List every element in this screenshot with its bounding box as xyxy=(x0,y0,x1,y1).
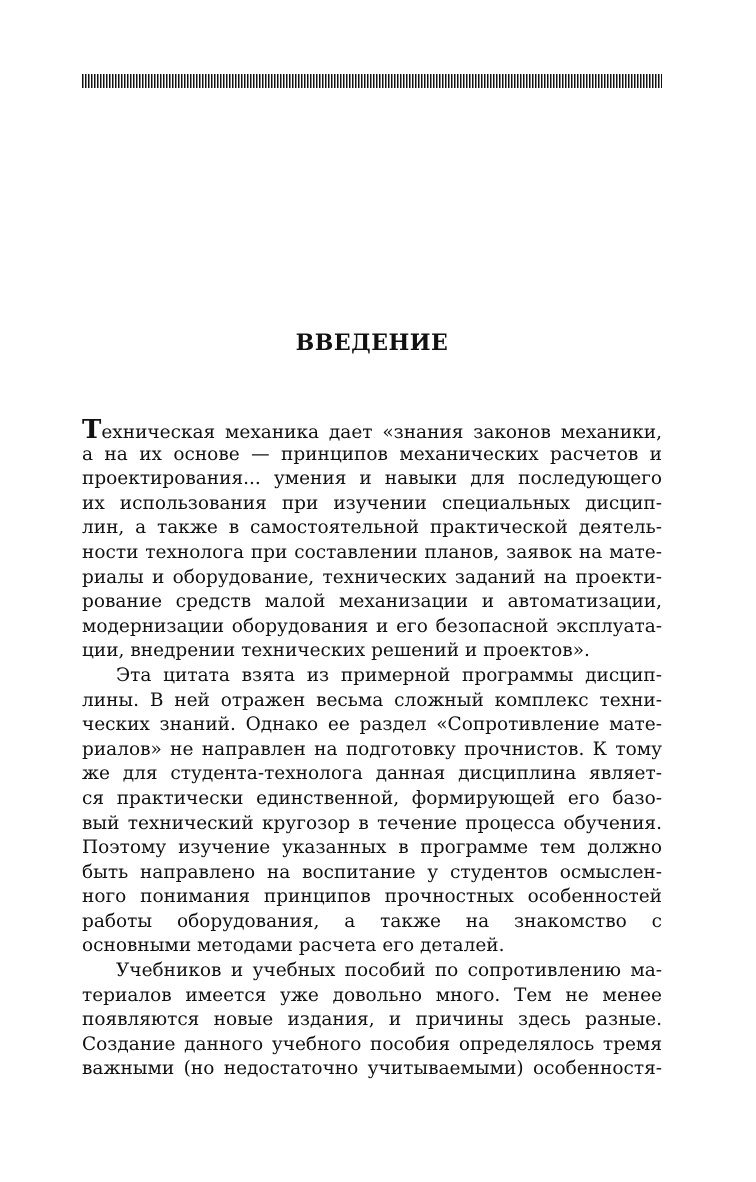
text-line: Эта цитата взята из примерной программы дисцип- xyxy=(116,664,662,686)
text-line: Создание данного учебного пособия определялось тремя xyxy=(82,1033,662,1055)
text-line: рование средств малой механизации и автоматизации, xyxy=(82,591,662,613)
text-line: ности технолога при составлении планов, заявок на мате- xyxy=(82,541,662,563)
text-line: работы оборудования, а также на знакомство с xyxy=(82,910,662,932)
text-line: ции, внедрении технических решений и проектов». xyxy=(82,640,590,662)
text-line: ся практически единственной, формирующей его базо- xyxy=(82,787,662,809)
text-line: а на их основе — принципов механических расчетов и xyxy=(82,443,662,465)
text-line: Поэтому изучение указанных в программе тем должно xyxy=(82,837,662,859)
text-line: же для студента-технолога данная дисциплина являет- xyxy=(82,763,662,785)
header-rule xyxy=(82,74,662,88)
text-line: быть направлено на воспитание у студентов осмыслен- xyxy=(82,861,662,883)
body-text xyxy=(82,415,662,1082)
chapter-title: ВВЕДЕНИЕ xyxy=(295,330,449,356)
text-line: важными (но недостаточно учитываемыми) особенностя- xyxy=(82,1058,662,1080)
text-line: ческих знаний. Однако ее раздел «Сопротивление мате- xyxy=(82,714,662,736)
drop-cap: Т xyxy=(82,415,102,445)
text-line: модернизации оборудования и его безопасной эксплуата- xyxy=(82,615,662,637)
text-line: териалов имеется уже довольно много. Тем не менее xyxy=(82,984,662,1006)
text-line: проектирования... умения и навыки для последующего xyxy=(82,468,662,490)
text-line: их использования при изучении специальных дисцип- xyxy=(82,492,662,514)
text-line: риалы и оборудование, технических заданий на проекти- xyxy=(82,566,662,588)
text-line: основными методами расчета его деталей. xyxy=(82,935,505,957)
text-line: вый технический кругозор в течение процесса обучения. xyxy=(82,812,662,834)
text-line: ного понимания принципов прочностных особенностей xyxy=(82,886,662,908)
text-line: появляются новые издания, и причины здесь разные. xyxy=(82,1009,662,1031)
text-line: Учебников и учебных пособий по сопротивлению ма- xyxy=(116,960,662,982)
text-line: риалов» не направлен на подготовку прочнистов. К тому xyxy=(82,738,662,760)
text-line: лины. В ней отражен весьма сложный комплекс техни- xyxy=(82,689,662,711)
text-line: лин, а также в самостоятельной практической деятель- xyxy=(82,517,662,539)
text-line: Техническая механика дает «знания законов механики, xyxy=(82,415,662,445)
